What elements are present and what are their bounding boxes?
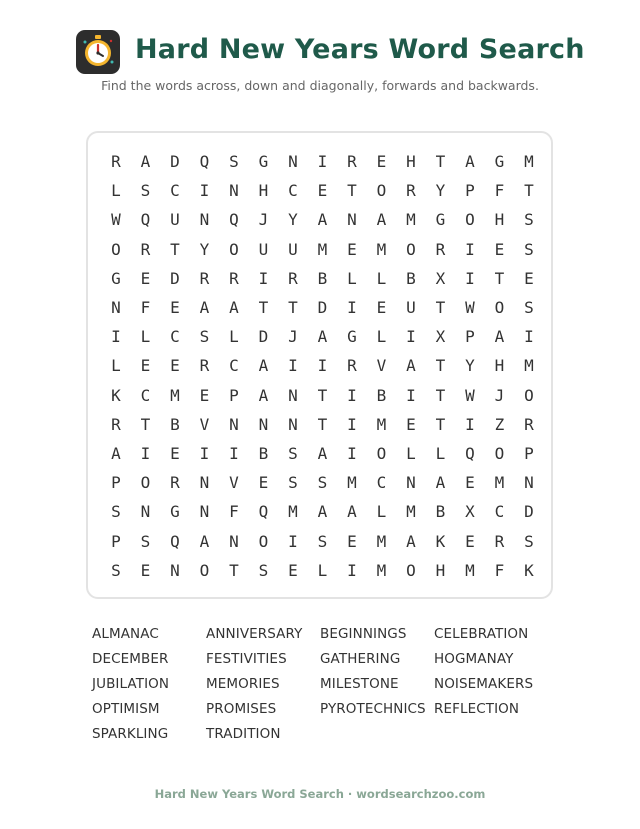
- word-list-item: BEGINNINGS: [320, 626, 407, 642]
- grid-letter: G: [258, 152, 269, 171]
- grid-letter: B: [258, 444, 269, 463]
- grid-letter: A: [435, 473, 446, 493]
- grid-letter: P: [465, 181, 475, 201]
- instructions: Find the words across, down and diagonally, forwards and backwards.: [101, 78, 539, 93]
- grid-letter: R: [111, 152, 121, 171]
- word-list-item: MILESTONE: [320, 676, 399, 692]
- grid-letter: N: [111, 298, 121, 317]
- grid-letter: S: [258, 560, 269, 580]
- grid-letter: S: [111, 560, 121, 580]
- grid-letter: E: [170, 444, 180, 463]
- word-list-item: OPTIMISM: [92, 701, 160, 717]
- grid-letter: L: [317, 560, 328, 580]
- grid-letter: J: [494, 385, 505, 405]
- grid-letter: O: [140, 473, 151, 493]
- grid-letter: T: [140, 414, 151, 434]
- grid-letter: N: [288, 152, 298, 171]
- grid-letter: T: [288, 298, 298, 317]
- page-title: Hard New Years Word Search: [135, 34, 585, 65]
- grid-letter: T: [229, 560, 239, 580]
- grid-letter: I: [406, 327, 416, 347]
- grid-letter: B: [435, 502, 446, 522]
- grid-letter: I: [288, 356, 298, 376]
- grid-letter: S: [229, 152, 239, 171]
- grid-letter: O: [376, 181, 387, 201]
- grid-letter: R: [111, 414, 121, 434]
- grid-letter: A: [140, 152, 151, 171]
- grid-letter: N: [170, 560, 180, 580]
- grid-letter: E: [376, 298, 387, 317]
- grid-letter: F: [229, 502, 239, 522]
- grid-letter: J: [288, 327, 298, 347]
- grid-letter: Q: [140, 210, 151, 230]
- grid-letter: T: [524, 181, 534, 201]
- grid-letter: D: [317, 298, 328, 317]
- grid-letter: I: [199, 444, 210, 463]
- grid-letter: E: [465, 531, 475, 551]
- grid-letter: I: [199, 181, 210, 201]
- grid-letter: E: [524, 268, 534, 288]
- grid-letter: H: [258, 181, 269, 201]
- grid-letter: B: [376, 385, 387, 405]
- grid-letter: I: [317, 152, 328, 171]
- grid-letter: P: [465, 327, 475, 347]
- grid-letter: N: [288, 385, 298, 405]
- grid-letter: I: [524, 327, 534, 347]
- grid-letter: V: [199, 414, 210, 434]
- grid-letter: L: [111, 356, 121, 376]
- grid-letter: Y: [288, 210, 298, 230]
- grid-letter: Q: [465, 444, 475, 463]
- grid-letter: B: [317, 268, 328, 288]
- grid-letter: T: [435, 385, 446, 405]
- footer: Hard New Years Word Search · wordsearchzoo.com: [154, 787, 486, 801]
- grid-letter: H: [494, 356, 505, 376]
- grid-letter: A: [494, 327, 505, 347]
- grid-letter: R: [435, 239, 446, 259]
- grid-letter: Y: [199, 239, 210, 259]
- grid-letter: R: [229, 268, 239, 288]
- grid-letter: E: [376, 152, 387, 171]
- grid-letter: I: [465, 414, 475, 434]
- grid-letter: A: [317, 210, 328, 230]
- grid-letter: M: [524, 152, 534, 171]
- grid-letter: L: [229, 327, 239, 347]
- grid-letter: E: [140, 356, 151, 376]
- grid-letter: I: [140, 444, 151, 463]
- grid-letter: R: [170, 473, 180, 493]
- grid-letter: S: [524, 210, 534, 230]
- grid-letter: S: [524, 239, 534, 259]
- word-list-item: ALMANAC: [92, 626, 159, 642]
- grid-letter: R: [199, 268, 210, 288]
- grid-letter: M: [406, 210, 416, 230]
- grid-letter: V: [376, 356, 387, 376]
- grid-letter: R: [347, 152, 357, 171]
- grid-letter: P: [229, 385, 239, 405]
- word-list-item: FESTIVITIES: [206, 651, 287, 667]
- word-list-item: HOGMANAY: [434, 651, 514, 667]
- grid-letter: U: [288, 239, 298, 259]
- grid-letter: O: [524, 385, 534, 405]
- grid-letter: H: [494, 210, 505, 230]
- grid-letter: R: [524, 414, 534, 434]
- grid-letter: M: [494, 473, 505, 493]
- grid-letter: L: [347, 268, 357, 288]
- grid-letter: L: [376, 327, 387, 347]
- grid-letter: M: [288, 502, 298, 522]
- word-list-item: SPARKLING: [92, 726, 169, 742]
- grid-letter: T: [494, 268, 505, 288]
- grid-letter: A: [347, 502, 357, 522]
- grid-letter: M: [524, 356, 534, 376]
- grid-letter: E: [494, 239, 505, 259]
- grid-letter: T: [317, 414, 328, 434]
- grid-letter: L: [435, 444, 446, 463]
- grid-letter: I: [347, 298, 357, 317]
- grid-letter: S: [288, 473, 298, 493]
- grid-letter: E: [317, 181, 328, 201]
- grid-letter: A: [406, 531, 416, 551]
- grid-letter: P: [111, 473, 121, 493]
- grid-letter: N: [347, 210, 357, 230]
- grid-letter: K: [524, 560, 534, 580]
- grid-letter: O: [258, 531, 269, 551]
- puzzle-grid: [86, 131, 553, 599]
- grid-letter: G: [494, 152, 505, 171]
- grid-letter: F: [494, 560, 505, 580]
- grid-letter: G: [435, 210, 446, 230]
- word-list-item: DECEMBER: [92, 651, 169, 667]
- grid-letter: C: [288, 181, 298, 201]
- grid-letter: L: [111, 181, 121, 201]
- grid-letter: O: [376, 444, 387, 463]
- grid-letter: S: [140, 181, 151, 201]
- grid-letter: V: [229, 473, 239, 493]
- grid-letter: I: [111, 327, 121, 347]
- grid-letter: O: [465, 210, 475, 230]
- grid-letter: L: [406, 444, 416, 463]
- grid-letter: O: [494, 444, 505, 463]
- word-list-item: JUBILATION: [92, 676, 170, 692]
- grid-letter: Y: [465, 356, 475, 376]
- grid-letter: A: [258, 356, 269, 376]
- grid-letter: S: [317, 473, 328, 493]
- word-list-item: PROMISES: [206, 701, 277, 717]
- word-list-item: NOISEMAKERS: [434, 676, 534, 692]
- grid-letter: B: [406, 268, 416, 288]
- grid-letter: N: [229, 414, 239, 434]
- word-list-item: PYROTECHNICS: [320, 701, 426, 717]
- grid-letter: C: [494, 502, 505, 522]
- grid-letter: K: [111, 385, 121, 405]
- grid-letter: Q: [229, 210, 239, 230]
- grid-letter: G: [170, 502, 180, 522]
- word-list-item: MEMORIES: [206, 676, 280, 692]
- grid-letter: R: [406, 181, 416, 201]
- header: [0, 28, 640, 78]
- grid-letter: C: [229, 356, 239, 376]
- grid-letter: G: [111, 268, 121, 288]
- grid-letter: E: [406, 414, 416, 434]
- grid-letter: A: [317, 327, 328, 347]
- grid-letter: S: [199, 327, 210, 347]
- grid-letter: U: [170, 210, 180, 230]
- grid-letter: X: [435, 327, 446, 347]
- grid-letter: N: [199, 502, 210, 522]
- grid-letter: T: [170, 239, 180, 259]
- grid-letter: E: [199, 385, 210, 405]
- grid-letter: C: [170, 327, 180, 347]
- grid-letter: I: [288, 531, 298, 551]
- grid-letter: I: [406, 385, 416, 405]
- grid-letter: A: [317, 502, 328, 522]
- grid-letter: E: [258, 473, 269, 493]
- grid-letter: P: [111, 531, 121, 551]
- grid-letter: N: [258, 414, 269, 434]
- grid-letter: R: [199, 356, 210, 376]
- grid-letter: M: [317, 239, 328, 259]
- grid-letter: T: [435, 298, 446, 317]
- grid-letter: Z: [494, 414, 505, 434]
- grid-letter: S: [524, 531, 534, 551]
- grid-letter: D: [258, 327, 269, 347]
- grid-letter: Q: [170, 531, 180, 551]
- grid-letter: T: [435, 356, 446, 376]
- grid-letter: T: [317, 385, 328, 405]
- grid-letter: A: [317, 444, 328, 463]
- grid-letter: T: [258, 298, 269, 317]
- grid-letter: S: [317, 531, 328, 551]
- grid-letter: E: [140, 268, 151, 288]
- grid-letter: R: [288, 268, 298, 288]
- word-list-item: ANNIVERSARY: [206, 626, 303, 642]
- grid-letter: I: [347, 414, 357, 434]
- grid-letter: M: [376, 531, 387, 551]
- grid-letter: T: [347, 181, 357, 201]
- grid-letter: F: [494, 181, 505, 201]
- grid-letter: I: [465, 239, 475, 259]
- grid-letter: Y: [435, 181, 446, 201]
- grid-letter: W: [465, 298, 475, 317]
- grid-letter: S: [288, 444, 298, 463]
- grid-letter: A: [376, 210, 387, 230]
- grid-letter: M: [376, 560, 387, 580]
- grid-letter: M: [170, 385, 180, 405]
- clock-icon: [76, 30, 120, 74]
- grid-letter: X: [435, 268, 446, 288]
- grid-letter: U: [258, 239, 269, 259]
- grid-letter: E: [347, 239, 357, 259]
- grid-letter: H: [435, 560, 446, 580]
- grid-letter: Q: [258, 502, 269, 522]
- grid-letter: A: [199, 531, 210, 551]
- grid-letter: O: [229, 239, 239, 259]
- grid-letter: C: [140, 385, 151, 405]
- grid-letter: M: [406, 502, 416, 522]
- grid-letter: X: [465, 502, 475, 522]
- grid-letter: L: [376, 268, 387, 288]
- grid-letter: A: [111, 444, 121, 463]
- grid-letter: I: [347, 560, 357, 580]
- grid-letter: P: [524, 444, 534, 463]
- grid-letter: A: [465, 152, 475, 171]
- word-list-item: GATHERING: [320, 651, 401, 667]
- grid-letter: N: [524, 473, 534, 493]
- grid-letter: L: [376, 502, 387, 522]
- grid-letter: N: [229, 531, 239, 551]
- grid-letter: D: [170, 152, 180, 171]
- grid-letter: I: [229, 444, 239, 463]
- grid-letter: C: [376, 473, 387, 493]
- grid-letter: T: [435, 414, 446, 434]
- grid-letter: T: [435, 152, 446, 171]
- grid-letter: R: [140, 239, 151, 259]
- grid-letter: S: [111, 502, 121, 522]
- word-list-item: CELEBRATION: [434, 626, 529, 642]
- grid-letter: D: [170, 268, 180, 288]
- grid-letter: S: [140, 531, 151, 551]
- grid-letter: M: [465, 560, 475, 580]
- grid-letter: J: [258, 210, 269, 230]
- grid-letter: R: [347, 356, 357, 376]
- grid-letter: I: [317, 356, 328, 376]
- grid-letter: A: [199, 298, 210, 317]
- grid-letter: E: [465, 473, 475, 493]
- grid-letter: E: [347, 531, 357, 551]
- grid-letter: N: [199, 210, 210, 230]
- grid-letter: M: [376, 414, 387, 434]
- word-list-item: TRADITION: [206, 726, 281, 742]
- grid-letter: E: [140, 560, 151, 580]
- grid-letter: A: [229, 298, 239, 317]
- grid-letter: F: [140, 298, 151, 317]
- grid-letter: Q: [199, 152, 210, 171]
- grid-letter: L: [140, 327, 151, 347]
- grid-letter: O: [111, 239, 121, 259]
- grid-letter: I: [347, 444, 357, 463]
- grid-letter: B: [170, 414, 180, 434]
- grid-letter: O: [199, 560, 210, 580]
- word-list-item: REFLECTION: [434, 701, 520, 717]
- grid-letter: D: [524, 502, 534, 522]
- grid-letter: W: [111, 210, 121, 230]
- grid-letter: R: [494, 531, 505, 551]
- grid-letter: E: [170, 356, 180, 376]
- grid-letter: H: [406, 152, 416, 171]
- grid-letter: O: [406, 239, 416, 259]
- grid-letter: I: [465, 268, 475, 288]
- grid-letter: N: [288, 414, 298, 434]
- grid-letter: M: [376, 239, 387, 259]
- grid-letter: W: [465, 385, 475, 405]
- grid-letter: A: [258, 385, 269, 405]
- grid-letter: N: [199, 473, 210, 493]
- grid-letter: I: [258, 268, 269, 288]
- grid-letter: A: [406, 356, 416, 376]
- grid-letter: S: [524, 298, 534, 317]
- grid-letter: G: [347, 327, 357, 347]
- grid-letter: N: [140, 502, 151, 522]
- grid-letter: N: [229, 181, 239, 201]
- grid-letter: N: [406, 473, 416, 493]
- grid-letter: M: [347, 473, 357, 493]
- grid-letter: C: [170, 181, 180, 201]
- grid-letter: O: [406, 560, 416, 580]
- grid-letter: I: [347, 385, 357, 405]
- grid-letter: O: [494, 298, 505, 317]
- grid-letter: E: [170, 298, 180, 317]
- grid-letter: K: [435, 531, 446, 551]
- grid-letter: U: [406, 298, 416, 317]
- grid-letter: E: [288, 560, 298, 580]
